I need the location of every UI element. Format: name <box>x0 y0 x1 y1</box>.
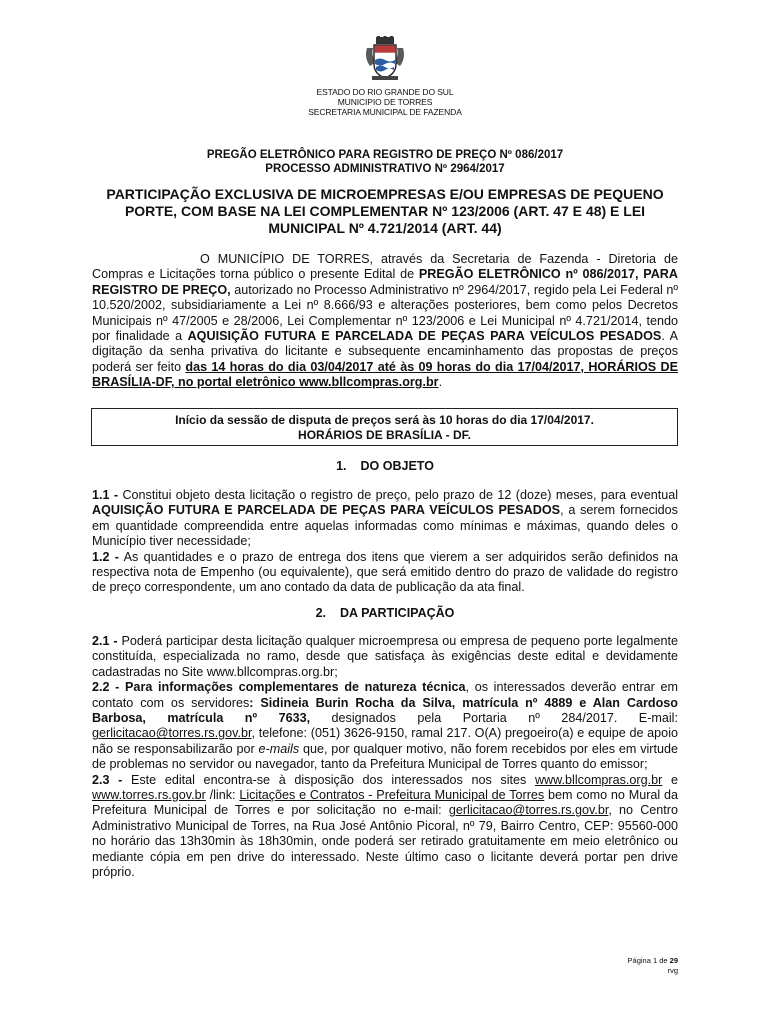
coat-of-arms-icon <box>362 36 408 82</box>
letterhead-department: SECRETARIA MUNICIPAL DE FAZENDA <box>308 107 462 117</box>
clause-text: /link: <box>205 788 240 803</box>
clause-bold-text: : Sidineia Burin Rocha da Silva, matrícula nº 4889 e Alan Cardoso Barbosa, matrícula nº 7633, <box>92 695 678 726</box>
participation-headline: PARTICIPAÇÃO EXCLUSIVA DE MICROEMPRESAS E/OU EMPRESAS DE PEQUENO PORTE, COM BASE NA LEI COMPLEMENTAR Nº 123/2006 (ART. 47 E 48) E LEI MUNICIPAL Nº 4.721/2014 (ART. 44) <box>106 186 664 236</box>
clause-2-1 <box>92 634 678 680</box>
intro-bold-objeto: AQUISIÇÃO FUTURA E PARCELADA DE PEÇAS PARA VEÍCULOS PESADOS <box>187 329 662 344</box>
section-number: 2. <box>315 606 327 620</box>
clause-text: , a serem fornecidos em quantidade compreendida entre aquelas informadas como mínimas e máximas, quando deles o Município tiver necessidade; <box>92 503 678 549</box>
section-heading-objeto <box>0 459 770 473</box>
email-link[interactable]: gerlicitacao@torres.rs.gov.br <box>448 803 609 818</box>
clause-text: As quantidades e o prazo de entrega dos itens que vierem a ser adquiridos serão definidos na respectiva nota de Empenho (ou equivalente), que será emitido dentro do prazo de validade do registro de preço correspondente, um ano contado da data de publicação da ata final. <box>92 549 678 595</box>
intro-text-4: . <box>438 375 443 390</box>
intro-deadline-link[interactable]: das 14 horas do dia 03/04/2017 até às 09 horas do dia 17/04/2017, HORÁRIOS DE BRASÍLIA-DF, no portal eletrônico www.bllcompras.org.br <box>92 359 678 390</box>
clause-text: bem como no Mural da Prefeitura Municipal de Torres e por solicitação no e-mail: <box>92 788 678 818</box>
intro-text-1: O MUNICÍPIO DE TORRES, através da Secretaria de Fazenda - Diretoria de Compras e Licitações torna público o presente Edital de <box>92 252 678 282</box>
clause-number: 2.1 - <box>92 634 118 648</box>
intro-paragraph <box>92 252 678 391</box>
letterhead-municipality: MUNICIPIO DE TORRES <box>337 97 433 107</box>
clause-text: , no Centro Administrativo Municipal de Torres, na Rua José Antônio Picoral, nº 79, Bairro Centro, CEP: 95560-000 no horário das 13h30min às 18h30min, onde poderá ser retirado gratuitamente em meio eletrônico ou mediante cópia em pen drive do interessado. Neste último caso o licitante deverá portar pen drive próprio. <box>92 803 679 880</box>
page-total: 29 <box>669 956 678 965</box>
page-number <box>628 956 678 966</box>
email-link[interactable]: gerlicitacao@torres.rs.gov.br <box>92 726 252 741</box>
intro-bold-pregao: PREGÃO ELETRÔNICO nº 086/2017, PARA REGISTRO DE PREÇO, <box>92 267 678 297</box>
author-initials: rvg <box>667 966 678 975</box>
section-body-participacao <box>92 634 678 881</box>
section-heading-participacao <box>0 606 770 620</box>
page-label: Página 1 de <box>627 956 670 965</box>
section-body-objeto <box>92 488 678 596</box>
session-start-notice <box>91 408 678 446</box>
session-timezone-line: HORÁRIOS DE BRASÍLIA - DF. <box>298 428 471 442</box>
session-start-line: Início da sessão de disputa de preços será às 10 horas do dia 17/04/2017. <box>175 413 594 427</box>
clause-2-2 <box>92 680 678 772</box>
letterhead-state: ESTADO DO RIO GRANDE DO SUL <box>316 87 454 97</box>
clause-number: 1.2 - <box>92 549 119 564</box>
clause-bold-text: 2.2 - Para informações complementares de natureza técnica <box>92 680 466 695</box>
clause-italic-text: e-mails <box>258 741 300 756</box>
clause-bold-text: AQUISIÇÃO FUTURA E PARCELADA DE PEÇAS PARA VEÍCULOS PESADOS <box>92 503 561 518</box>
clause-text: e <box>662 772 678 787</box>
clause-number: 1.1 - <box>92 488 119 502</box>
page-footer <box>628 956 678 976</box>
intro-text-3: . A digitação da senha privativa do licitante e subsequente encaminhamento das propostas de preços poderá ser feito <box>92 329 678 374</box>
document-title <box>0 148 770 176</box>
clause-text: que, por qualquer motivo, não forem recebidos por eles em virtude de problemas no servidor ou navegador, tanto da Prefeitura Municipal de Torres quanto do emissor; <box>92 741 678 772</box>
torres-site-link[interactable]: www.torres.rs.gov.br <box>92 788 206 803</box>
letterhead <box>0 87 770 117</box>
clause-text: Constitui objeto desta licitação o registro de preço, pelo prazo de 12 (doze) meses, para eventual <box>118 488 679 502</box>
title-line-pregao: PREGÃO ELETRÔNICO PARA REGISTRO DE PREÇO Nº 086/2017 <box>206 149 564 161</box>
section-number: 1. <box>336 459 347 473</box>
clause-text: Este edital encontra-se à disposição dos interessados nos sites <box>122 772 535 787</box>
clause-2-3 <box>92 773 678 881</box>
section-title: DO OBJETO <box>360 459 434 473</box>
intro-text-2: autorizado no Processo Administrativo nº 2964/2017, regido pela Lei Federal nº 10.520/2002, subsidiariamente a Lei nº 8.666/93 e alterações posteriores, bem como pelos Decretos Municipais nº 47/2005 e 28/2006, Lei Complementar nº 123/2006 e Lei Municipal nº 4.721/2014, tendo por finalidade a <box>92 282 678 344</box>
clause-1-2 <box>92 550 678 596</box>
clause-1-1 <box>92 488 678 550</box>
section-title: DA PARTICIPAÇÃO <box>340 606 455 620</box>
clause-text: , os interessados deverão entrar em contato com os servidores <box>92 680 678 710</box>
bllcompras-link[interactable]: www.bllcompras.org.br <box>534 772 663 787</box>
title-line-processo: PROCESSO ADMINISTRATIVO Nº 2964/2017 <box>265 163 505 175</box>
clause-number: 2.3 - <box>92 772 123 787</box>
clause-text: designados pela Portaria nº 284/2017. E-mail: <box>310 711 678 726</box>
clause-text: Poderá participar desta licitação qualquer microempresa ou empresa de pequeno porte legalmente constituída, especializada no ramo, desde que satisfaça às exigências deste edital e devidamente cadastradas no Site www.bllcompras.org.br; <box>92 634 679 679</box>
licitacoes-link[interactable]: Licitações e Contratos - Prefeitura Municipal de Torres <box>239 788 545 803</box>
clause-text: , telefone: (051) 3626-9150, ramal 217. O(A) pregoeiro(a) e equipe de apoio não se responsabilizarão por <box>92 726 678 756</box>
